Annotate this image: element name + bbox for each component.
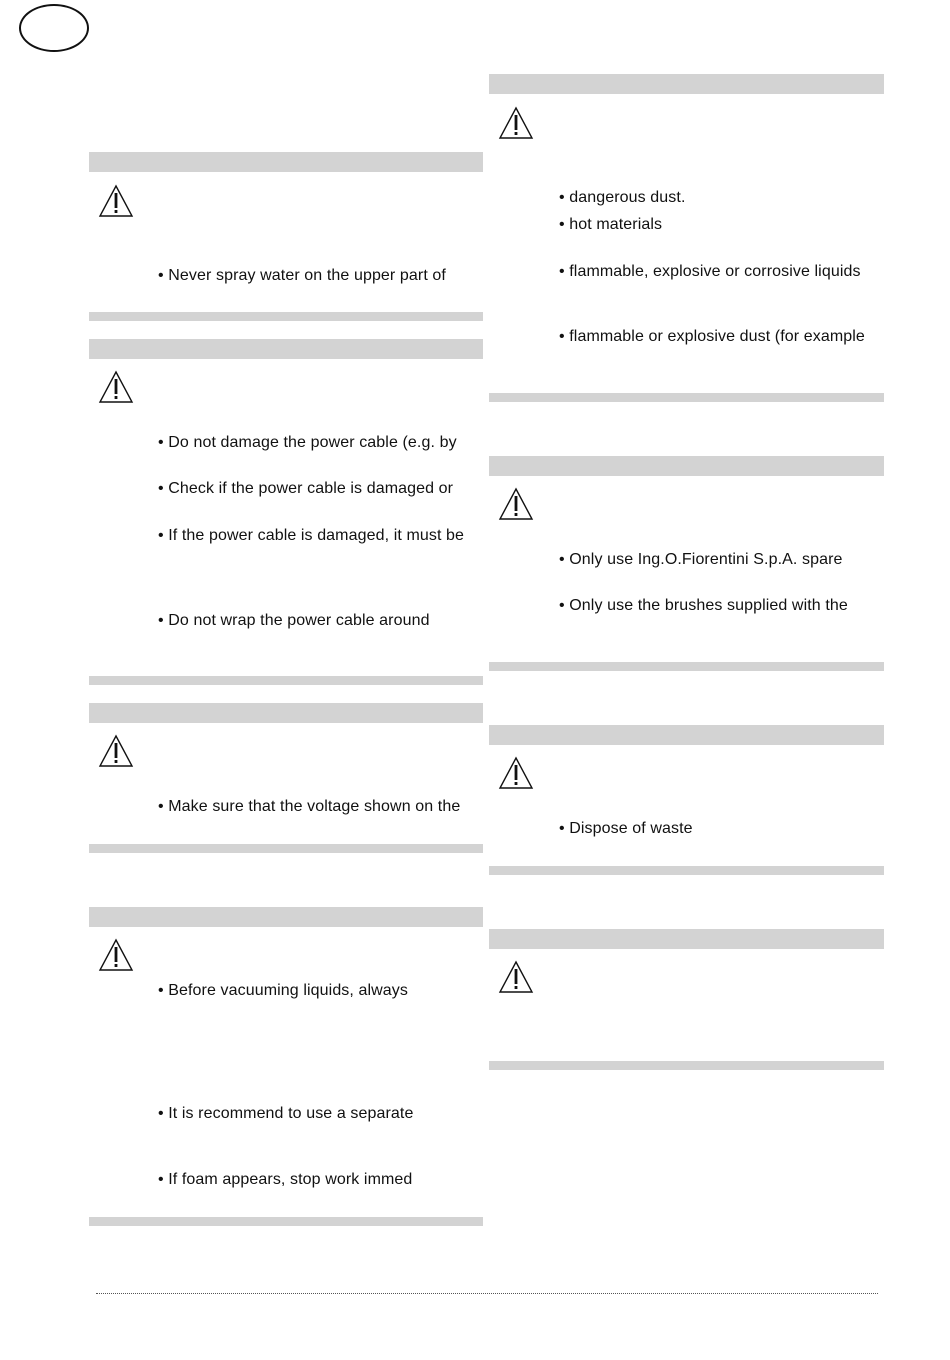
section-footer-bar bbox=[89, 844, 483, 853]
section-header-bar bbox=[89, 907, 483, 927]
bullet-item: • hot materials bbox=[559, 216, 663, 233]
section-header-bar bbox=[89, 339, 483, 359]
bullet-item: • If the power cable is damaged, it must be bbox=[158, 527, 465, 544]
bullet-item: • Never spray water on the upper part of bbox=[158, 267, 446, 284]
section-header-bar bbox=[489, 725, 884, 745]
bullet-item: • Only use the brushes supplied with the bbox=[559, 597, 848, 614]
footer-dotted-rule bbox=[96, 1293, 878, 1294]
section-footer-bar bbox=[489, 1061, 884, 1070]
bullet-item: • Only use Ing.O.Fiorentini S.p.A. spare bbox=[559, 551, 843, 568]
warning-triangle-icon bbox=[498, 756, 534, 790]
bullet-item: • If foam appears, stop work immed bbox=[158, 1171, 413, 1188]
language-badge bbox=[19, 4, 89, 52]
bullet-item: • Do not wrap the power cable around bbox=[158, 612, 430, 629]
warning-triangle-icon bbox=[98, 734, 134, 768]
section-footer-bar bbox=[489, 866, 884, 875]
bullet-item: • Do not damage the power cable (e.g. by bbox=[158, 434, 457, 451]
bullet-item: • Make sure that the voltage shown on the bbox=[158, 798, 461, 815]
bullet-item: • Before vacuuming liquids, always bbox=[158, 982, 409, 999]
warning-triangle-icon bbox=[98, 938, 134, 972]
section-header-bar bbox=[489, 929, 884, 949]
bullet-item: • dangerous dust. bbox=[559, 189, 686, 206]
section-footer-bar bbox=[89, 676, 483, 685]
bullet-item: • flammable, explosive or corrosive liquids bbox=[559, 263, 861, 280]
warning-triangle-icon bbox=[98, 370, 134, 404]
section-footer-bar bbox=[89, 1217, 483, 1226]
bullet-item: • It is recommend to use a separate bbox=[158, 1105, 414, 1122]
section-header-bar bbox=[489, 456, 884, 476]
section-header-bar bbox=[89, 703, 483, 723]
warning-triangle-icon bbox=[498, 960, 534, 994]
bullet-item: • Dispose of waste bbox=[559, 820, 693, 837]
section-footer-bar bbox=[489, 393, 884, 402]
section-footer-bar bbox=[89, 312, 483, 321]
section-footer-bar bbox=[489, 662, 884, 671]
section-header-bar bbox=[489, 74, 884, 94]
warning-triangle-icon bbox=[498, 106, 534, 140]
bullet-item: • Check if the power cable is damaged or bbox=[158, 480, 454, 497]
warning-triangle-icon bbox=[98, 184, 134, 218]
bullet-item: • flammable or explosive dust (for example bbox=[559, 328, 865, 345]
warning-triangle-icon bbox=[498, 487, 534, 521]
section-header-bar bbox=[89, 152, 483, 172]
